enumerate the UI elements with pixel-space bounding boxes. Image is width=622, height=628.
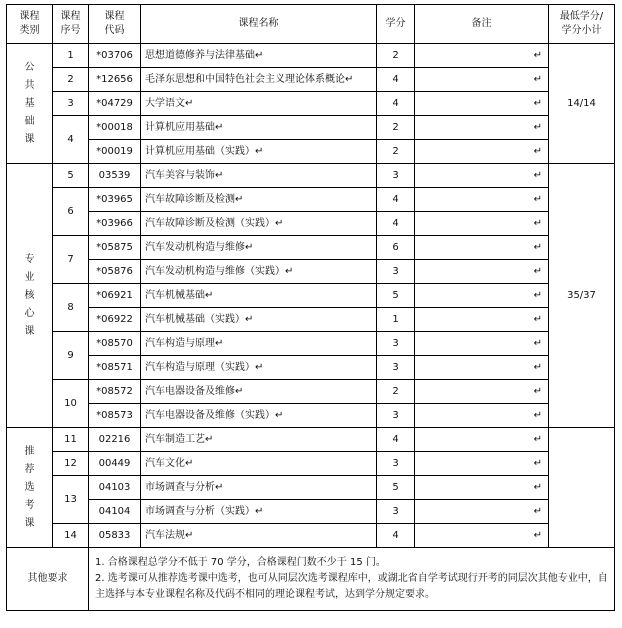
- header-category: 课程 类别: [7, 5, 53, 44]
- course-remark: ↵: [415, 500, 549, 524]
- course-seq: 13: [53, 476, 89, 524]
- course-seq: 6: [53, 188, 89, 236]
- category-label: 专 业 核 心 课: [24, 253, 35, 337]
- course-row: [7, 380, 615, 404]
- course-code: *08572: [89, 380, 141, 404]
- course-credit: 6: [377, 236, 415, 260]
- course-name: 计算机应用基础（实践）↵: [141, 140, 377, 164]
- course-credit: 3: [377, 260, 415, 284]
- course-code: *00019: [89, 140, 141, 164]
- course-remark: ↵: [415, 44, 549, 68]
- course-name: 思想道德修养与法律基础↵: [141, 44, 377, 68]
- course-remark: ↵: [415, 140, 549, 164]
- category-public: [7, 44, 53, 164]
- course-code: *06921: [89, 284, 141, 308]
- course-seq: 4: [53, 116, 89, 164]
- course-row: [7, 308, 615, 332]
- course-credit: 5: [377, 476, 415, 500]
- course-name: 市场调查与分析（实践）↵: [141, 500, 377, 524]
- course-code: *08570: [89, 332, 141, 356]
- course-remark: ↵: [415, 116, 549, 140]
- course-row: [7, 452, 615, 476]
- course-name: 汽车发动机构造与维修（实践）↵: [141, 260, 377, 284]
- course-seq: 3: [53, 92, 89, 116]
- course-name: 大学语文↵: [141, 92, 377, 116]
- course-row: [7, 68, 615, 92]
- course-remark: ↵: [415, 404, 549, 428]
- course-code: *06922: [89, 308, 141, 332]
- course-code: 04103: [89, 476, 141, 500]
- course-credit: 4: [377, 524, 415, 548]
- course-seq: 2: [53, 68, 89, 92]
- course-remark: ↵: [415, 332, 549, 356]
- course-name: 汽车电器设备及维修（实践）↵: [141, 404, 377, 428]
- subtotal-recommended: [549, 428, 615, 548]
- course-credit: 2: [377, 380, 415, 404]
- category-recommended: [7, 428, 53, 548]
- curriculum-sheet: [6, 4, 615, 611]
- course-seq: 14: [53, 524, 89, 548]
- course-credit: 4: [377, 68, 415, 92]
- course-remark: ↵: [415, 356, 549, 380]
- course-name: 汽车发动机构造与维修↵: [141, 236, 377, 260]
- course-credit: 2: [377, 116, 415, 140]
- course-row: [7, 404, 615, 428]
- course-credit: 3: [377, 164, 415, 188]
- course-remark: ↵: [415, 68, 549, 92]
- course-remark: ↵: [415, 452, 549, 476]
- header-seq: 课程 序号: [53, 5, 89, 44]
- course-credit: 3: [377, 356, 415, 380]
- category-label: 公 共 基 础 课: [24, 61, 35, 145]
- course-seq: 10: [53, 380, 89, 428]
- course-remark: ↵: [415, 380, 549, 404]
- course-remark: ↵: [415, 164, 549, 188]
- header-name: 课程名称: [141, 5, 377, 44]
- course-seq: 8: [53, 284, 89, 332]
- course-row: [7, 44, 615, 68]
- course-credit: 3: [377, 332, 415, 356]
- subtotal-major: 35/37: [549, 164, 615, 428]
- course-credit: 5: [377, 284, 415, 308]
- course-seq: 12: [53, 452, 89, 476]
- course-code: 03539: [89, 164, 141, 188]
- course-name: 汽车机械基础（实践）↵: [141, 308, 377, 332]
- course-name: 汽车构造与原理（实践）↵: [141, 356, 377, 380]
- course-code: 02216: [89, 428, 141, 452]
- course-code: *08571: [89, 356, 141, 380]
- course-name: 汽车文化↵: [141, 452, 377, 476]
- course-code: 05833: [89, 524, 141, 548]
- course-remark: ↵: [415, 188, 549, 212]
- course-remark: ↵: [415, 260, 549, 284]
- course-row: [7, 500, 615, 524]
- course-code: *00018: [89, 116, 141, 140]
- course-credit: 4: [377, 428, 415, 452]
- header-code: 课程 代码: [89, 5, 141, 44]
- course-name: 汽车机械基础↵: [141, 284, 377, 308]
- course-row: [7, 284, 615, 308]
- course-row: [7, 116, 615, 140]
- course-code: *05875: [89, 236, 141, 260]
- course-credit: 4: [377, 212, 415, 236]
- course-row: [7, 188, 615, 212]
- course-credit: 4: [377, 92, 415, 116]
- course-code: *03965: [89, 188, 141, 212]
- requirement-item-2: 2. 选考课可从推荐选考课中选考，也可从同层次选考课程库中，或湖北省自学考试现行开考的同层次其他专业中，自主选择与本专业课程名称及代码不相同的理论课程考试，达到学分规定要求。: [95, 573, 608, 600]
- course-code: *04729: [89, 92, 141, 116]
- course-name: 汽车美容与装饰↵: [141, 164, 377, 188]
- course-row: [7, 428, 615, 452]
- requirement-item-1: 1. 合格课程总学分不低于 70 学分，合格课程门数不少于 15 门。: [95, 557, 386, 568]
- course-row: [7, 524, 615, 548]
- header-credit: 学分: [377, 5, 415, 44]
- course-row: [7, 140, 615, 164]
- course-remark: ↵: [415, 92, 549, 116]
- course-row: [7, 260, 615, 284]
- course-seq: 7: [53, 236, 89, 284]
- course-name: 汽车故障诊断及检测↵: [141, 188, 377, 212]
- course-credit: 3: [377, 404, 415, 428]
- course-remark: ↵: [415, 212, 549, 236]
- course-name: 毛泽东思想和中国特色社会主义理论体系概论↵: [141, 68, 377, 92]
- course-name: 市场调查与分析↵: [141, 476, 377, 500]
- course-name: 汽车法规↵: [141, 524, 377, 548]
- category-label: 推 荐 选 考 课: [24, 445, 35, 529]
- course-name: 汽车故障诊断及检测（实践）↵: [141, 212, 377, 236]
- course-row: [7, 92, 615, 116]
- course-remark: ↵: [415, 284, 549, 308]
- course-seq: 11: [53, 428, 89, 452]
- course-credit: 3: [377, 500, 415, 524]
- other-requirements-label: 其他要求: [7, 548, 89, 611]
- course-credit: 2: [377, 44, 415, 68]
- course-row: [7, 236, 615, 260]
- course-code: *08573: [89, 404, 141, 428]
- course-row: [7, 164, 615, 188]
- course-seq: 9: [53, 332, 89, 380]
- subtotal-public: 14/14: [549, 44, 615, 164]
- curriculum-table: [6, 4, 615, 611]
- course-remark: ↵: [415, 236, 549, 260]
- other-requirements-text: [89, 548, 615, 611]
- header-row: [7, 5, 615, 44]
- course-credit: 1: [377, 308, 415, 332]
- course-seq: 1: [53, 44, 89, 68]
- course-code: *05876: [89, 260, 141, 284]
- course-row: [7, 212, 615, 236]
- course-remark: ↵: [415, 476, 549, 500]
- course-row: [7, 476, 615, 500]
- course-seq: 5: [53, 164, 89, 188]
- course-remark: ↵: [415, 308, 549, 332]
- course-name: 汽车电器设备及维修↵: [141, 380, 377, 404]
- course-name: 汽车制造工艺↵: [141, 428, 377, 452]
- course-code: *03706: [89, 44, 141, 68]
- course-code: *12656: [89, 68, 141, 92]
- course-credit: 2: [377, 140, 415, 164]
- header-min-credits: 最低学分/ 学分小计: [549, 5, 615, 44]
- course-remark: ↵: [415, 428, 549, 452]
- course-row: [7, 356, 615, 380]
- course-name: 汽车构造与原理↵: [141, 332, 377, 356]
- course-credit: 4: [377, 188, 415, 212]
- header-remark: 备注: [415, 5, 549, 44]
- course-row: [7, 332, 615, 356]
- course-code: *03966: [89, 212, 141, 236]
- course-code: 00449: [89, 452, 141, 476]
- course-name: 计算机应用基础↵: [141, 116, 377, 140]
- course-remark: ↵: [415, 524, 549, 548]
- category-major: [7, 164, 53, 428]
- course-code: 04104: [89, 500, 141, 524]
- course-credit: 3: [377, 452, 415, 476]
- other-requirements-row: [7, 548, 615, 611]
